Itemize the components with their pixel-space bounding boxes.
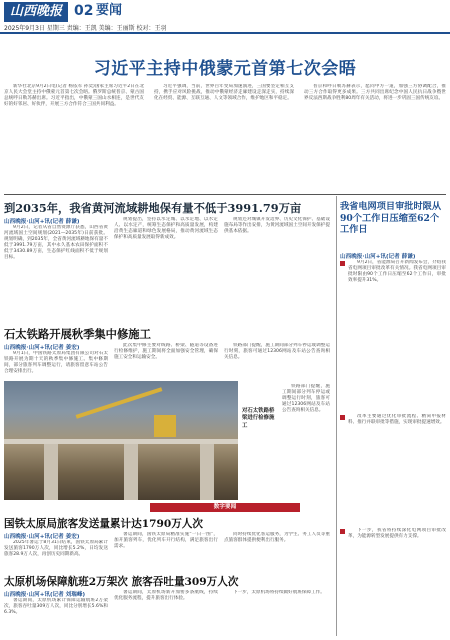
paragraph-marker bbox=[340, 529, 345, 534]
article-c-column-1 bbox=[4, 540, 108, 572]
right-column-text-2 bbox=[348, 414, 446, 524]
bridge-pier bbox=[44, 444, 58, 500]
article-c-byline: 山西晚报·山河+讯(记者 姜宏) bbox=[4, 534, 80, 540]
lead-text-2: 习近平强调，当前，世界百年变局加速演进，三国要坚定相互支持，携手应对风险挑战，推动中俄蒙经济走廊建设走深走实，持续深化在经贸、能源、互联互通、人文等领域合作，维护地区和平稳定。 bbox=[154, 84, 294, 102]
article-d-text-2: 暑运期间，太原机场新开加密多条航线，持续优化服务流程，提升旅客出行体验。 bbox=[114, 590, 218, 602]
article-b-column-3 bbox=[224, 343, 330, 379]
issue-meta: 2025年9月3日 星期三 责编：王凯 美编：王丽斯 校对：王羽 bbox=[4, 25, 167, 32]
article-a-text-1: 9月2日，记者从省自然资源厅获悉，山西省黄河流域国土空间规划(2021—2035年)日前获批。规划明确，到2035年，全省黄河流域耕地保有量不低于3991.79万亩，其中永久基本农田保护面积不低于3430.89万亩，生态保护红线面积不低于规划目标。 bbox=[4, 225, 108, 261]
article-b-text-1: 9月1日，中国铁路太原局集团有限公司对石太铁路开展为期十天的秋季集中修施工。集中修期间，部分旅客列车调整运行，请旅客留意车站公告合理安排出行。 bbox=[4, 351, 108, 375]
lead-column-1 bbox=[4, 84, 144, 188]
paragraph-marker bbox=[340, 415, 345, 420]
article-a-column-3 bbox=[224, 217, 330, 323]
article-c-column-3 bbox=[224, 532, 330, 572]
article-d-column-3 bbox=[224, 590, 330, 638]
article-b-text-3: 铁路部门提醒，施工期间部分列车停运或调整运行时刻，旅客可通过12306网站及车站公告查询相关信息。 bbox=[224, 343, 330, 361]
article-a-headline: 到2035年，我省黄河流域耕地保有量不低于3991.79万亩 bbox=[4, 201, 302, 215]
lead-headline: 习近平主持中俄蒙元首第七次会晤 bbox=[93, 59, 357, 79]
lead-text-1: 新华社北京9月2日电(记者 杨依军 孙奕)国家主席习近平2日在北京人民大会堂主持中俄蒙元首第七次会晤。俄罗斯总统普京、蒙古国总统呼日勒苏赫出席。习近平指出，中俄蒙三国山水相连，是世代友好的好邻居、好伙伴，开展三方合作符合三国共同利益。 bbox=[4, 84, 144, 108]
lead-text-3: 普京和呼日勒苏赫表示，愿同中方一道，加强三方协调配合，推动三方合作取得更多成果。三方共同出席纪念中国人民抗日战争暨世界反法西斯战争胜利80周年有关活动，将进一步巩固三国传统友谊。 bbox=[304, 84, 446, 102]
article-a-byline: 山西晚报·山河+讯(记者 薛谦) bbox=[4, 219, 80, 225]
article-a-column-1 bbox=[4, 225, 108, 323]
right-column-text-1 bbox=[348, 260, 446, 410]
article-b-text-4: 铁路部门提醒，施工期间部分列车停运或调整运行时刻，旅客可通过12306网站及车站公告查询相关信息。 bbox=[282, 384, 330, 414]
bridge-pier bbox=[200, 444, 214, 500]
article-a-text-2: 规划提出，坚持以水定城、以水定地、以水定人、以水定产，统筹生态保护和高质量发展，构建沿黄生态廊道和绿色发展格局，推动黄河流域生态保护和高质量发展取得新成效。 bbox=[114, 217, 218, 241]
bridge-pier bbox=[124, 444, 138, 500]
newspaper-logo: 山西晚报 bbox=[4, 2, 68, 22]
right-column-headline: 我省电网项目审批时限从90个工作日压缩至62个工作日 bbox=[340, 201, 442, 235]
crane-body bbox=[154, 415, 176, 437]
lead-column-2 bbox=[154, 84, 294, 188]
right-column-byline: 山西晚报·山河+讯(记者 薛谦) bbox=[340, 254, 416, 260]
right-column-paragraph-1: 9月2日，省能源局召开新闻发布会，介绍我省电网项目审批改革有关情况。我省电网项目审批时限由90个工作日压缩至62个工作日，审批效率提升31%。 bbox=[348, 260, 446, 284]
article-d-headline: 太原机场保障航班2万架次 旅客吞吐量309万人次 bbox=[4, 576, 239, 588]
article-c-headline: 国铁太原局旅客发送量累计达1790万人次 bbox=[4, 518, 203, 530]
crane-arm bbox=[76, 387, 163, 419]
right-column-paragraph-2: 改革主要通过优化审批流程、精简申报材料、推行并联审批等措施，实现审批提速增效。 bbox=[348, 414, 446, 426]
masthead bbox=[0, 0, 450, 34]
divider-rule bbox=[4, 194, 446, 195]
article-c-text-2: 暑运期间，国铁太原局精准实施“一日一图”，加开旅客列车，优化列车开行结构，满足旅客出行需求。 bbox=[114, 532, 218, 550]
section-name: 要闻 bbox=[96, 3, 123, 18]
article-d-text-3: 下一步，太原机场将持续做好航班保障工作。 bbox=[233, 590, 325, 595]
railway-maintenance-photo bbox=[4, 381, 238, 500]
article-c-column-2 bbox=[114, 532, 218, 572]
article-a-text-3: 规划还对城镇开发边界、历史文化保护、基础设施布局等作出安排，为黄河流域国土空间开发保护提供基本依据。 bbox=[224, 217, 330, 235]
article-d-column-1 bbox=[4, 598, 108, 638]
article-b-column-1 bbox=[4, 351, 108, 379]
article-d-column-2 bbox=[114, 590, 218, 638]
article-d-byline: 山西晚报·山河+讯(记者 刘瑞峰) bbox=[4, 592, 85, 598]
article-b-text-2: 此次集中修主要对线路、桥梁、隧道等设备进行检修维护，施工期间将全面加强安全管理，确保施工安全和运输安全。 bbox=[114, 343, 218, 361]
article-b-headline: 石太铁路开展秋季集中修施工 bbox=[4, 327, 151, 341]
right-column-text-3 bbox=[348, 528, 446, 636]
page-number: 02 bbox=[74, 3, 94, 19]
lead-column-3 bbox=[304, 84, 446, 188]
article-b-column-2 bbox=[114, 343, 218, 379]
paragraph-marker bbox=[340, 261, 345, 266]
right-column-paragraph-3: 下一步，我省将持续深化电网项目审批改革，为能源转型发展提供有力支撑。 bbox=[348, 528, 446, 540]
article-c-text-1: 2025年暑运于8月31日结束，国铁太原局累计发送旅客1790万人次，同比增长5.2%，日均发送旅客28.9万人次，再创历史同期新高。 bbox=[4, 540, 108, 558]
article-b-column-4 bbox=[282, 384, 330, 500]
article-c-text-3: 同时持续优化客运服务，为学生、务工人员等重点旅客群体提供便利出行服务。 bbox=[224, 532, 330, 544]
article-b-byline: 山西晚报·山河+讯(记者 姜宏) bbox=[4, 345, 80, 351]
article-d-text-1: 暑运期间，太原机场累计保障运输航班2万架次，旅客吞吐量309万人次，同比分别增长5.6%和6.3%。 bbox=[4, 598, 108, 616]
article-a-column-2 bbox=[114, 217, 218, 323]
digital-news-banner: 数字要闻 bbox=[150, 503, 300, 512]
photo-caption: 对石太铁路桥梁进行检修施工 bbox=[242, 408, 275, 429]
